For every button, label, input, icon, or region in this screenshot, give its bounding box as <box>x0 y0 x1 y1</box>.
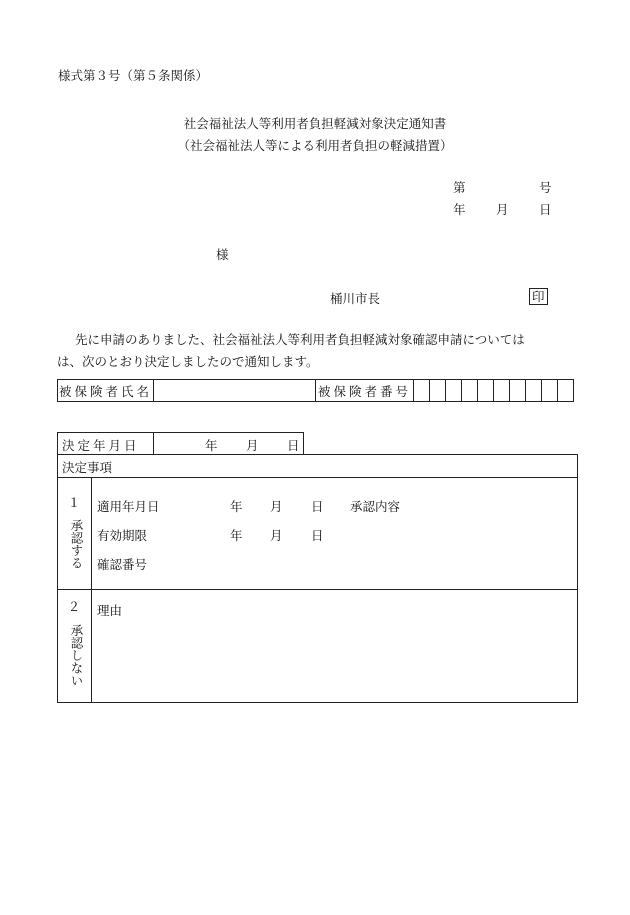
date-year: 年 <box>453 202 466 217</box>
doc-number-dai: 第 <box>453 180 466 195</box>
insured-name-label: 被保険者氏名 <box>58 380 154 402</box>
decision-date-year: 年 <box>205 438 218 453</box>
document-title: 社会福祉法人等利用者負担軽減対象決定通知書 <box>183 116 447 131</box>
decision-matters-box <box>57 454 578 703</box>
valid-period-year: 年 <box>230 528 243 543</box>
decision-date-month: 月 <box>246 438 259 453</box>
confirmation-number-label: 確認番号 <box>97 557 148 572</box>
body-text-line2: は、次のとおり決定しましたので通知します。 <box>57 354 319 369</box>
doc-number-go: 号 <box>539 180 552 195</box>
approve-number: １ <box>67 495 81 510</box>
insured-number-digit[interactable] <box>414 380 430 402</box>
apply-date-year: 年 <box>230 499 243 514</box>
insured-number-label: 被保険者番号 <box>316 380 414 402</box>
date-day: 日 <box>539 202 552 217</box>
decision-date-day: 日 <box>287 438 300 453</box>
insured-number-digit[interactable] <box>558 380 574 402</box>
insured-table <box>57 379 574 402</box>
form-number: 様式第３号（第５条関係） <box>58 68 209 83</box>
insured-name-field[interactable] <box>154 380 316 402</box>
valid-period-month: 月 <box>270 528 283 543</box>
apply-date-day: 日 <box>311 499 324 514</box>
insured-number-digit[interactable] <box>462 380 478 402</box>
apply-date-month: 月 <box>270 499 283 514</box>
insured-number-digit[interactable] <box>446 380 462 402</box>
insured-number-digit[interactable] <box>510 380 526 402</box>
seal-mark: 印 <box>529 288 548 305</box>
reason-label: 理由 <box>97 603 123 618</box>
insured-number-digit[interactable] <box>478 380 494 402</box>
insured-number-digit[interactable] <box>526 380 542 402</box>
valid-period-label: 有効期限 <box>97 528 148 543</box>
insured-number-digit[interactable] <box>494 380 510 402</box>
insured-number-digit[interactable] <box>430 380 446 402</box>
apply-date-label: 適用年月日 <box>97 499 160 514</box>
document-subtitle: （社会福祉法人等による利用者負担の軽減措置） <box>177 138 453 153</box>
approve-label: 承認する <box>69 519 84 569</box>
body-text-line1: 先に申請のありました、社会福祉法人等利用者負担軽減対象確認申請については <box>75 332 525 347</box>
matters-column-rule <box>91 477 92 703</box>
decision-date-label: 決定年月日 <box>62 438 140 453</box>
insured-number-digit[interactable] <box>542 380 558 402</box>
matters-section-rule <box>57 589 578 590</box>
addressee-suffix: 様 <box>216 247 229 262</box>
date-month: 月 <box>496 202 509 217</box>
approval-content-label: 承認内容 <box>350 499 401 514</box>
issuer-name: 桶川市長 <box>330 291 381 306</box>
decision-matters-label: 決定事項 <box>62 460 113 475</box>
reject-number: ２ <box>67 599 81 614</box>
reject-label: 承認しない <box>69 624 84 687</box>
matters-header-rule <box>57 477 578 478</box>
valid-period-day: 日 <box>311 528 324 543</box>
